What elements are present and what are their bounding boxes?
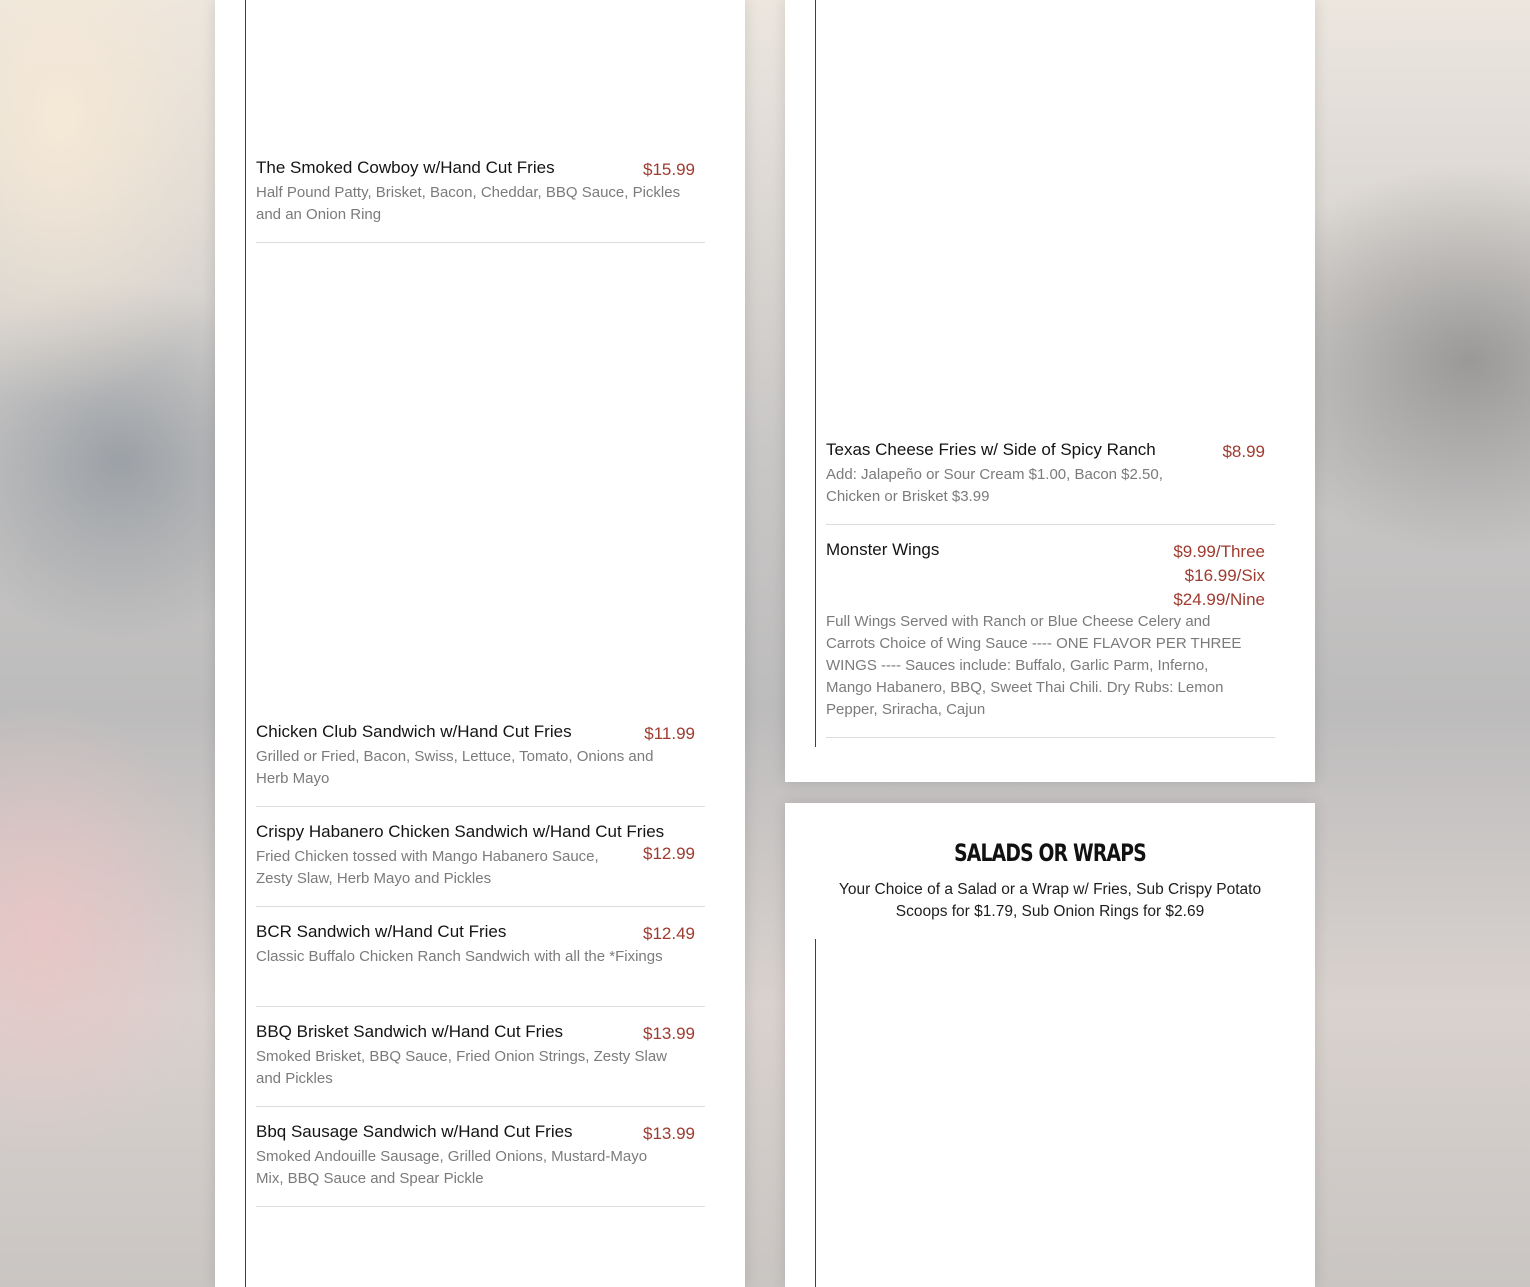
menu-item <box>256 821 705 907</box>
item-name: Monster Wings <box>826 540 940 559</box>
menu-item <box>256 1121 705 1207</box>
menu-item <box>826 539 1275 738</box>
item-price: $11.99 <box>644 724 695 743</box>
item-price: $8.99 <box>1222 442 1265 461</box>
menu-item <box>256 157 705 243</box>
item-description: Full Wings Served with Ranch or Blue Cheese Celery and Carrots Choice of Wing Sauce ---- ONE FLAVOR PER THREE WINGS ---- Sauces include: Buffalo, Garlic Parm, Inferno, Mango Habanero, BBQ, Sweet Thai Chili. Dry Rubs: Lemon Pepper, Sriracha, Cajun <box>826 613 1242 718</box>
item-price: $13.99 <box>643 1124 695 1143</box>
item-price-six: $16.99/Six <box>1184 566 1265 585</box>
menu-item <box>826 439 1275 525</box>
item-price: $12.99 <box>643 844 695 863</box>
item-description: Classic Buffalo Chicken Ranch Sandwich with all the *Fixings <box>256 948 663 965</box>
item-description: Smoked Andouille Sausage, Grilled Onions, Mustard-Mayo Mix, BBQ Sauce and Spear Pickle <box>256 1148 648 1187</box>
item-name: Bbq Sausage Sandwich w/Hand Cut Fries <box>256 1122 573 1141</box>
item-description: Smoked Brisket, BBQ Sauce, Fried Onion Strings, Zesty Slaw and Pickles <box>256 1048 667 1087</box>
item-name: Chicken Club Sandwich w/Hand Cut Fries <box>256 722 572 741</box>
menu-item <box>256 921 705 1007</box>
item-description: Fried Chicken tossed with Mango Habanero Sauce, Zesty Slaw, Herb Mayo and Pickles <box>256 848 599 887</box>
item-name: Texas Cheese Fries w/ Side of Spicy Ranch <box>826 440 1156 459</box>
item-price: $12.49 <box>643 924 695 943</box>
menu-item <box>256 721 705 807</box>
item-description: Add: Jalapeño or Sour Cream $1.00, Bacon $2.50, Chicken or Brisket $3.99 <box>826 466 1163 505</box>
item-price-nine: $24.99/Nine <box>1173 590 1265 609</box>
item-name: BBQ Brisket Sandwich w/Hand Cut Fries <box>256 1022 564 1041</box>
menu-panel-left <box>215 0 745 1287</box>
item-description: Grilled or Fried, Bacon, Swiss, Lettuce, Tomato, Onions and Herb Mayo <box>256 748 654 787</box>
menu-panel-right-top <box>785 0 1315 782</box>
item-name: Crispy Habanero Chicken Sandwich w/Hand Cut Fries <box>256 822 665 841</box>
menu-panel-salads <box>785 803 1315 1287</box>
section-title: SALADS OR WRAPS <box>954 839 1146 867</box>
menu-item <box>256 1021 705 1107</box>
item-name: BCR Sandwich w/Hand Cut Fries <box>256 922 507 941</box>
item-name: The Smoked Cowboy w/Hand Cut Fries <box>256 158 555 177</box>
accent-line <box>815 939 816 1287</box>
item-price-three: $9.99/Three <box>1173 542 1265 561</box>
item-price: $13.99 <box>643 1024 695 1043</box>
accent-line <box>815 0 816 747</box>
section-note: Your Choice of a Salad or a Wrap w/ Fries, Sub Crispy Potato Scoops for $1.79, Sub Onion Rings for $2.69 <box>838 881 1262 920</box>
item-price: $15.99 <box>643 160 695 179</box>
accent-line <box>245 0 246 1287</box>
item-description: Half Pound Patty, Brisket, Bacon, Cheddar, BBQ Sauce, Pickles and an Onion Ring <box>256 184 681 223</box>
